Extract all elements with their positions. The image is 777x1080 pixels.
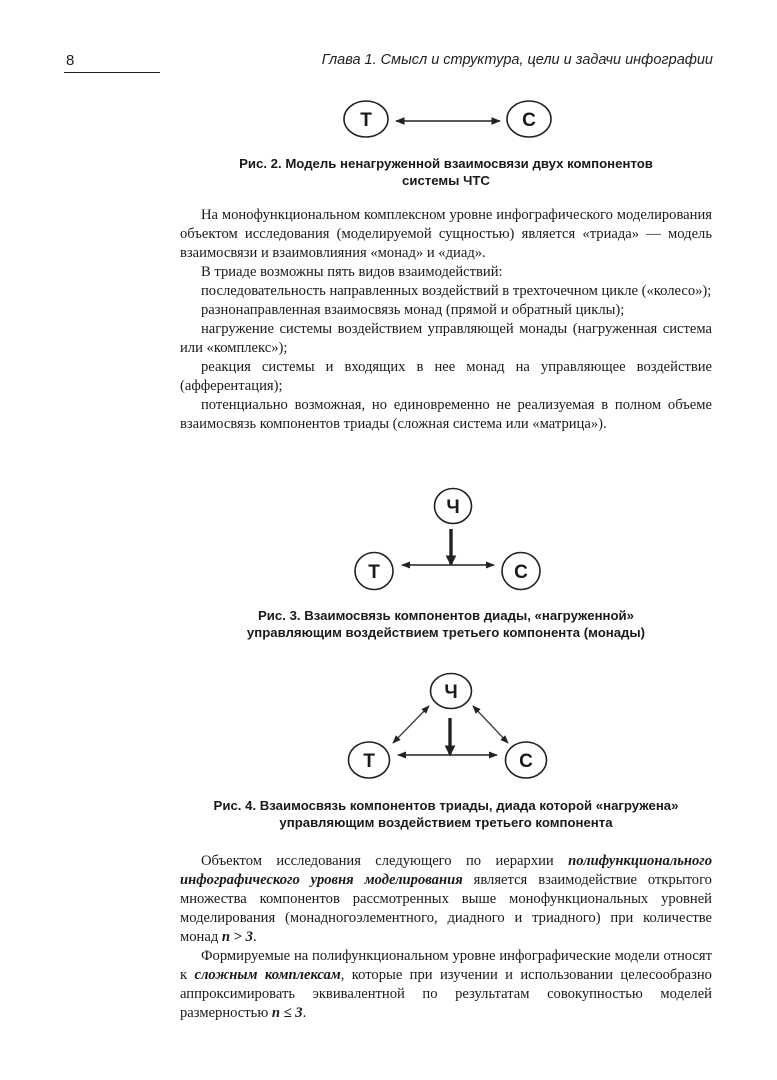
paragraph (180, 852, 712, 947)
svg-text:Т: Т (360, 110, 372, 131)
emphasis-term: полифункционального инфографического уровня моделирования (180, 853, 712, 888)
text-run: . (302, 1005, 307, 1021)
figure-3-caption-line-2: управляющим воздействием третьего компонента (монады) (246, 625, 646, 640)
text-run: Формируемые на полифункциональном уровне инфографические модели относят к (180, 948, 712, 983)
list-item: последовательность направленных воздействий в трехточечном цикле («колесо»); (201, 283, 712, 299)
emphasis-term: сложным комплексам (194, 967, 341, 983)
fig4-node-t (349, 742, 390, 778)
list-item: нагружение системы воздействием управляющей монады (нагруженная система или «комплекс»); (180, 321, 712, 356)
text-run: является взаимодействие открытого множества компонентов рассмотренных выше монофункциональных уровней моделирования (монадногоэлементного, диадного и триадного) при количестве монад (180, 872, 712, 945)
fig3-node-ch (435, 489, 472, 524)
fig4-left-diagonal-arrow (393, 706, 429, 743)
text-run: , которые при изучении и использовании целесообразно аппроксимировать эквивалентной по результатам совокупностью моделей размерностью (180, 967, 712, 1021)
paragraph: На монофункциональном комплексном уровне инфографического моделирования объектом исследования (моделируемой сущностью) является «триада» — модель взаимосвязи и взаимовлияния «монад» и «диад». (180, 207, 712, 261)
fig4-node-ch (431, 674, 472, 709)
list-item: реакция системы и входящих в нее монад на управляющее воздействие (афферентация); (180, 359, 712, 394)
paragraph (180, 947, 712, 1023)
svg-text:С: С (514, 562, 528, 583)
running-head: Глава 1. Смысл и структура, цели и задачи инфографии (321, 52, 713, 68)
fig3-node-t (355, 553, 393, 590)
section-2-text (180, 852, 712, 1023)
figure-3-caption-line-1: Рис. 3. Взаимосвязь компонентов диады, «нагруженной» (258, 608, 634, 623)
fig2-node-t (344, 101, 388, 137)
svg-text:Ч: Ч (444, 682, 458, 703)
figure-4-caption-line-2: управляющим воздействием третьего компонента (279, 815, 613, 830)
svg-text:С: С (519, 751, 533, 772)
svg-text:Т: Т (363, 751, 375, 772)
fig2-node-c (507, 101, 551, 137)
paragraph: В триаде возможны пять видов взаимодействий: (201, 264, 503, 280)
svg-text:С: С (522, 110, 536, 131)
text-run: Объектом исследования следующего по иерархии (201, 853, 569, 869)
figure-2-caption (180, 155, 712, 189)
list-item: разнонаправленная взаимосвязь монад (прямой и обратный циклы); (201, 302, 625, 318)
figure-3-caption (180, 607, 712, 641)
svg-text:Ч: Ч (446, 497, 460, 518)
figure-2-caption-line-2: системы ЧТС (402, 173, 490, 188)
formula: n > 3 (221, 929, 253, 945)
fig4-node-c (506, 742, 547, 778)
formula: n ≤ 3 (271, 1005, 303, 1021)
text-run: . (252, 929, 257, 945)
page-number: 8 (66, 52, 75, 69)
svg-text:Т: Т (368, 562, 380, 583)
list-item: потенциально возможная, но единовременно не реализуемая в полном объеме взаимосвязь компонентов триады (сложная система или «матрица»). (180, 397, 712, 432)
section-1-text (180, 206, 712, 434)
fig4-right-diagonal-arrow (473, 706, 508, 743)
figure-4-caption (180, 797, 712, 831)
figure-2-caption-line-1: Рис. 2. Модель ненагруженной взаимосвязи двух компонентов (239, 156, 653, 171)
figure-4-caption-line-1: Рис. 4. Взаимосвязь компонентов триады, диада которой «нагружена» (213, 798, 679, 813)
fig3-node-c (502, 553, 540, 590)
